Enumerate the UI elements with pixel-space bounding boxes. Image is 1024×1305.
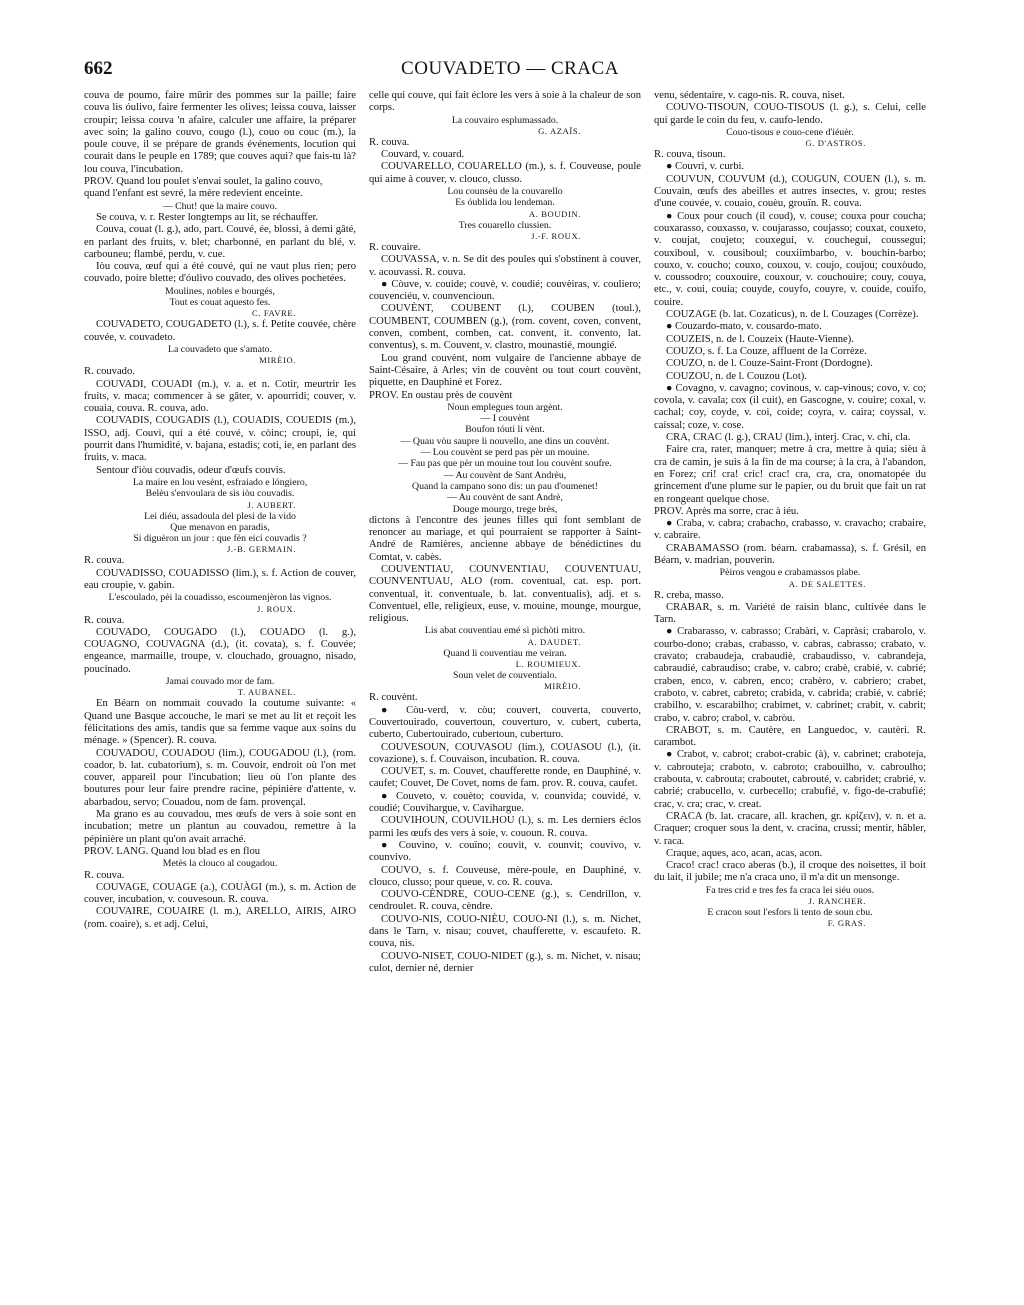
quotation-line: Pèiros vengou e crabamassos plabe. [719,567,861,579]
entry-paragraph: dictons à l'encontre des jeunes filles qui font semblant de renoncer au mariage, et qui pourraient se rapporter à Saint-André de Ramières, ancienne abbaye de bénédictines du Comtat, v. cabès. [369,514,641,563]
entry-paragraph: ● Còuve, v. couide; couvè, v. coudié; couvèiras, v. couliero; couvenciéu, v. counvencioun. [369,278,641,303]
quotation-attribution: T. AUBANEL. [237,687,296,698]
entry-paragraph: CRABAR, s. m. Variété de raisin blanc, cultivée dans le Tarn. [654,601,926,626]
entry-paragraph: COUVADI, COUADI (m.), v. a. et n. Cotir, meurtrir les fruits, v. maca; commencer à se gâter, v. apourridi; couver, v. couaia, couva. R. couva, ado. [84,378,356,415]
quotation-line: — I couvènt [480,413,530,425]
quotation-line: Moulines, nobles e bourgés, [164,285,276,297]
entry-paragraph: COUZOU, n. de l. Couzou (Lot). [666,370,807,382]
entry-paragraph: ● Covagno, v. cavagno; covinous, v. cap-vinous; covo, v. co; covola, v. cavala; cox (il cuit), en Gascogne, v. couire; coxal, v. cachal; coy, coyde, v. coi, coide; coyra, v. caira; coyssal, v. caissal; coze, v. cose. [654,382,926,431]
quotation-line: Tres couarello clussien. [458,219,552,231]
entry-paragraph: venu, sédentaire, v. cago-nis. R. couva, niset. [654,90,845,101]
entry-paragraph: PROV. LANG. Quand lou blad es en flou [84,845,261,857]
column-left [84,90,356,1270]
entry-paragraph: COUVADOU, COUADOU (lim.), COUGADOU (l.), (rom. coador, b. lat. cubatorium), s. m. Couvoir, endroit où l'on met couver, appareil pour l'incubation; lieu où l'on plante des boutures pour leur faire prendre racine, pépinière d'attente, v. abarbadou, servo; Couadou, nom de fam. provençal. [84,747,356,808]
entry-paragraph: quand l'enfant est sevré, la mère redevient enceinte. [84,188,303,200]
quotation-attribution: J. RANCHER. [808,896,866,906]
quotation-line: Quand la campano sono dis: un pau d'oumenet! [412,480,598,492]
quotation-attribution: MIRÈIO. [544,681,581,692]
quotation-line: — Au couvènt de Sant Andrèu, [443,469,567,481]
entry-paragraph: COUVO, s. f. Couveuse, mère-poule, en Dauphiné, v. clouco, clusso; pour queue, v. co. R. couva. [369,864,641,888]
quotation-attribution: G. D'ASTROS. [805,138,866,149]
quotation-line: Que menavon en paradis, [170,521,270,533]
entry-paragraph: Faire cra, rater, manquer; metre à cra, mettre à quia; sièu à cra de camin, je suis à la fin de ma course; à la cra, à l'abandon, en Forez; cri! cra! cric! crac! cra, cra, cra, onomatopée du grincement d'une plume sur le papier, ou du bruit que fait un rat en rongeant quelque chose. [654,444,926,505]
etymology-reference: R. couva. [84,555,125,567]
quotation-line: Lis abat couventiau emé si pichòti mitro. [424,625,586,637]
quotation-attribution: F. GRAS. [827,918,866,929]
quotation-line: — Fau pas que pèr un mouine tout lou couvènt soufre. [398,458,612,470]
quotation-attribution: A. DE SALETTES. [788,578,866,589]
entry-paragraph: Iòu couva, œuf qui a été couvé, qui ne vaut plus rien; pero couvado, poire blette; d'óulivo couvado, des olives pochetées. [84,261,356,285]
quotation-attribution: L. ROUMIEUX. [515,659,581,670]
quotation-attribution: G. AZAÏS. [538,125,581,136]
entry-paragraph: COUZO, s. f. La Couze, affluent de la Corrèze. [666,345,867,357]
quotation-line: Quand li couventiau me veiran. [443,647,567,659]
quotation-line: Metès la clouco al cougadou. [162,858,278,870]
entry-paragraph: PROV. Après ma sorre, crac à iéu. [654,505,799,517]
entry-paragraph: COUVO-TISOUN, COUO-TISOUS (l. g.), s. Celui, celle qui garde le coin du feu, v. caufo-lendo. [654,102,926,126]
quotation-line: La couvadeto que s'amato. [167,343,273,355]
entry-paragraph: celle qui couve, qui fait éclore les vers à soie à la chaleur de son corps. [369,90,641,114]
entry-paragraph: Craco! crac! craco aberas (b.), il croque des noisettes, il boit du lait, il jubile; me n'a craca uno, il m'a dit un mensonge. [654,860,926,884]
entry-paragraph: PROV. Quand lou poulet s'envai soulet, la galino couvo, [84,176,323,188]
quotation-line: Belèu s'envoulara de sis iòu couvadis. [145,488,295,500]
quotation-attribution: J. ROUX. [257,603,296,614]
quotation-line: Jamai couvado mor de fam. [165,676,275,688]
page-number: 662 [84,58,113,79]
quotation-line: L'escoulado, pèi la couadisso, escoumenjèron las vignos. [108,592,332,604]
entry-paragraph: CRACA (b. lat. cracare, all. krachen, gr. κρίζειν), v. n. et a. Craquer; croquer sous la dent, v. cracina, crussi; mentir, hâbler, v. raca. [654,810,926,847]
quotation-attribution: A. BOUDIN. [528,208,581,219]
quotation-line: La couvairo esplumassado. [451,114,559,126]
entry-paragraph: CRA, CRAC (l. g.), CRAU (lim.), interj. Crac, v. chi, cla. [666,432,911,444]
entry-paragraph: COUVASSA, v. n. Se dit des poules qui s'obstinent à couver, v. acouvassi. R. couva. [369,254,641,278]
entry-paragraph: PROV. En oustau près de couvènt [369,389,513,401]
quotation-attribution: C. FAVRE. [251,308,296,319]
etymology-reference: R. couvado. [84,366,135,378]
entry-paragraph: COUZO, n. de l. Couze-Saint-Front (Dordogne). [666,358,873,370]
entry-paragraph: ● Couvri, v. curbi. [666,161,745,173]
entry-paragraph: Sentour d'iòu couvadis, odeur d'œufs couvis. [96,464,286,476]
etymology-reference: R. couvènt. [369,692,418,704]
entry-paragraph: ● Couveto, v. couèto; couvida, v. counvida; couvidé, v. coudié; Couvihargue, v. Cavihargue. [369,790,641,815]
etymology-reference: R. couva. [369,136,410,148]
quotation-line: Soun velet de couventialo. [453,670,557,682]
entry-paragraph: COUVIHOUN, COUVILHOU (l.), s. m. Les derniers éclos parmi les œufs des vers à soie, v. cououn. R. couva. [369,815,641,839]
entry-paragraph: COUVO-CÈNDRE, COUO-CENE (g.), s. Cendrillon, v. cendroulet. R. couva, cèndre. [369,889,641,913]
quotation-line: — Lou couvènt se perd pas pèr un mouine. [420,447,590,459]
entry-paragraph: Ma grano es au couvadou, mes œufs de vers à soie sont en incubation; metre un plantun au couvadou, remettre à la pépinière un plant qu'on avait arraché. [84,809,356,845]
entry-paragraph: ● Couzardo-mato, v. cousardo-mato. [666,321,822,333]
entry-paragraph: COUVADISSO, COUADISSO (lim.), s. f. Action de couver, eau croupie, v. gabin. [84,567,356,591]
entry-paragraph: Craque, aques, aco, acan, acas, acon. [666,847,823,859]
entry-paragraph: COUVUN, COUVUM (d.), COUGUN, COUEN (l.), s. m. Couvain, œufs des abeilles et autres insectes, v. grou; restes d'une couvée, v. couaio, couèu, grouïn. R. couva. [654,173,926,210]
entry-paragraph: COUVAIRE, COUAIRE (l. m.), ARELLO, AIRIS, AIRO (rom. coaire), s. et adj. Celui, [84,906,356,930]
etymology-reference: R. couva. [84,614,125,626]
entry-paragraph: COUVO-NIS, COUO-NIÈU, COUO-NI (l.), s. m. Nichet, dans le Tarn, v. nisau; couvet, chaufferette, v. escaufeto. R. couva, nis. [369,913,641,950]
quotation-line: La maire en lou vesènt, esfraiado e lóngiero, [132,476,308,488]
quotation-line: E cracon sout l'esfors li tento de soun cbu. [707,907,873,918]
quotation-attribution: MIRÈIO. [259,355,296,366]
entry-paragraph: COUVAGE, COUAGE (a.), COUÀGI (m.), s. m. Action de couver, incubation, v. couvesoun. R. couva. [84,881,356,906]
quotation-line: Boufon tóuti li vènt. [465,424,545,436]
entry-paragraph: COUVADO, COUGADO (l.), COUADO (l. g.), COUAGNO, COUVAGNA (d.), (it. covata), s. f. Couvée; engeance, marmaille, troupe, v. clouchado, grouagno, nisado, poucinado. [84,626,356,675]
entry-paragraph: Lou grand couvènt, nom vulgaire de l'ancienne abbaye de Saint-Césaire, à Arles; vin de couvènt ou tout court couvènt, piquette, en Dauphiné et Forez. [369,352,641,389]
entry-paragraph: COUVO-NISET, COUO-NIDET (g.), s. m. Nichet, v. nisau; culot, dernier né, dernier [369,950,641,974]
entry-paragraph: COUZAGE (b. lat. Cozaticus), n. de l. Couzages (Corrèze). [666,309,919,321]
quotation-line: — Au couvènt de sant Andrè, [447,492,563,504]
quotation-line: Tout es couat aquesto fes. [169,297,271,309]
entry-paragraph: couva de poumo, faire mûrir des pommes sur la paille; faire couva lis óulivo, faire fermenter les olives; leissa couva, laisser croupir; leissa couva 'n afaire, calculer une affaire, la préparer avec soin; la galino couvo, cougo (l.), couo ou couc (m.), la poule couve, il se prépare de grands événements, locution qui courait dans le peuple en 1789; que couves aqui? que fais-tu là? lou couva, l'incubation. [84,90,356,175]
quotation-line: Lei diéu, assadoula del plesi de la vido [144,510,296,522]
quotation-attribution: A. DAUDET. [527,636,581,647]
entry-paragraph: CRABOT, s. m. Cautère, en Languedoc, v. cautèri. R. carambot. [654,724,926,749]
quotation-line: Es óublida lou lendeman. [455,197,555,209]
column-middle [369,90,641,1270]
etymology-reference: R. creba, masso. [654,589,724,601]
entry-paragraph: COUZEIS, n. de l. Couzeix (Haute-Vienne). [666,333,854,345]
entry-paragraph: Se couva, v. r. Rester longtemps au lit, se réchauffer. [96,211,319,223]
etymology-reference: R. couva. [84,869,125,881]
quotation-attribution: J.-F. ROUX. [531,230,581,241]
quotation-line: — Quau vòu saupre li nouvello, ane dins un couvènt. [400,435,610,447]
quotation-line: Fa tres crid e tres fes fa craca lei siéu ouos. [705,884,875,896]
entry-paragraph: CRABAMASSO (rom. béarn. crabamassa), s. f. Grésil, en Béarn, v. madrian, pouverin. [654,542,926,566]
entry-paragraph: COUVADETO, COUGADETO (l.), s. f. Petite couvée, chère couvée, v. couvadeto. [84,319,356,343]
entry-paragraph: ● Couvino, v. couïno; couvit, v. counvit; couvivo, v. counvivo. [369,839,641,864]
entry-paragraph: COUVET, s. m. Couvet, chaufferette ronde, en Dauphiné, v. caufet; Couvet, De Covet, noms de fam. prov. R. couva, caufet. [369,766,641,790]
entry-paragraph: ● Craba, v. cabra; crabacho, crabasso, v. cravacho; crabaire, v. cabraire. [654,518,926,542]
entry-paragraph: ● Còu-verd, v. còu; couvert, couverta, couverto, Couvertouirado, couvertoun, couverturo, v. cubert, cuberta, cuberto, Cubertouirado, cubertoun, cuberturo. [369,704,641,741]
quotation-line: Lou counsèu de la couvarello [447,186,563,198]
entry-paragraph: ● Crabot, v. cabrot; crabot-crabic (à), v. cabrinet; craboteja, v. cabrouteja; craboto, v. cabroto; crabouilho, v. cabroulho; crabouta, v. cabrouta; craboutet, cabrouté, v. cabridet; crabrié, v. cabrié; crabucello, v. curbecello; crabufié, v. figo-de-crabufié; crac, v. cra; crac, v. creat. [654,749,926,810]
quotation-attribution: J.-B. GERMAIN. [226,544,296,555]
entry-paragraph: Couvard, v. couard. [381,149,465,161]
entry-paragraph: COUVARELLO, COUARELLO (m.), s. f. Couveuse, poule qui aime à couver, v. clouco, clusso. [369,161,641,185]
entry-paragraph: COUVENTIAU, COUNVENTIAU, COUVENTUAU, COUNVENTUAU, ALO (rom. coventual, cat. esp. port. conventual, it. conventuale, b. lat. conventualis), adj. et s. Conventuel, elle, religieux, euse, v. mouine, mounge, mourgue, religious. [369,563,641,625]
quotation-line: Si diguèron un jour : que fèn eici couvadis ? [133,533,307,545]
entry-paragraph: ● Crabarasso, v. cabrasso; Crabàri, v. Capràsi; crabarolo, v. courbo-dono; crabas, crabasso, v. cabras, cabrasso; crabato, v. cravato; crabaudeja, crabaudiè, crabaudisso, v. cabrandeja, cabraudié, cabraudiso; crabe, v. cabro; crabè, crabié, v. cabrié; craben, enco, v. cabren, enco; crabèro, v. cabriero; crabet, craboto, v. cabret, cabreto; crabida, v. cabrida; crabié, v. cabrié; crabilho, v. escarabilho; crabimet, v. cabrinet; crabit, v. cabrit; crabo, v. cabro; crabol, v. cabròu. [654,626,926,724]
quotation-line: Noun emplegues toun argènt. [447,401,563,413]
column-right [654,90,926,1270]
entry-paragraph: COUVESOUN, COUVASOU (lim.), COUASOU (l.), (it. covazione), s. f. Couvaison, incubation. R. couva. [369,741,641,765]
quotation-line: — Chut! que la maire couvo. [162,200,278,212]
entry-paragraph: Couva, couat (l. g.), ado, part. Couvé, ée, blossi, à demi gâté, en parlant des fruits, v. blet; charbonné, en parlant du blé, v. carbouneu; flambé, perdu, v. cue. [84,224,356,260]
quotation-line: Couo-tisous e couo-cene d'iéuèr. [726,126,854,138]
quotation-line: Douge mourgo, trege brès, [452,503,558,515]
entry-paragraph: En Béarn on nommait couvado la coutume suivante: « Quand une Basque accouche, le mari se met au lit et reçoit les félicitations des amis, tandis que sa femme vaque aux soins du ménage. » (Spencer). R. couva. [84,698,356,747]
quotation-attribution: J. AUBERT. [247,499,296,510]
etymology-reference: R. couva, tisoun. [654,149,726,161]
entry-paragraph: COUVÈNT, COUBENT (l.), COUBEN (toul.), COUMBENT, COUMBEN (g.), (rom. covent, coven, convent, conven, combent, comben, cat. convent, it. convento, lat. conventus), s. m. Couvent, v. clastro, mounastié, moungié. [369,303,641,352]
entry-paragraph: COUVADIS, COUGADIS (l.), COUADIS, COUEDIS (m.), ISSO, adj. Couvi, qui a été couvé, v. còinc; croupi, ie, qui pourrit dans l'humidité, v. bajana, estadis; coti, ie, en parlant des fruits, v. maca. [84,415,356,464]
etymology-reference: R. couvaire. [369,241,421,253]
running-head: COUVADETO — CRACA [401,58,619,79]
entry-paragraph: ● Coux pour couch (il coud), v. couse; couxa pour coucha; couxarasso, couxasso, v. coujarasso, coujasso; couxat, couxeto, v. coujat, coujeto; couxegui, v. couchegui, coussegui; couxiboul, v. cousiboul; couxiimbarbo, v. bouchin-barbo; couxo, v. coucho; couxo, couxou, v. coujo, coujou; couxòudo, v. coussodro; couxouire, couxour, v. couchouire; couy, couya, etc., v. coui, couia; couyde, couyfo, couyre, v. couide, couifo, couire. [654,210,926,308]
